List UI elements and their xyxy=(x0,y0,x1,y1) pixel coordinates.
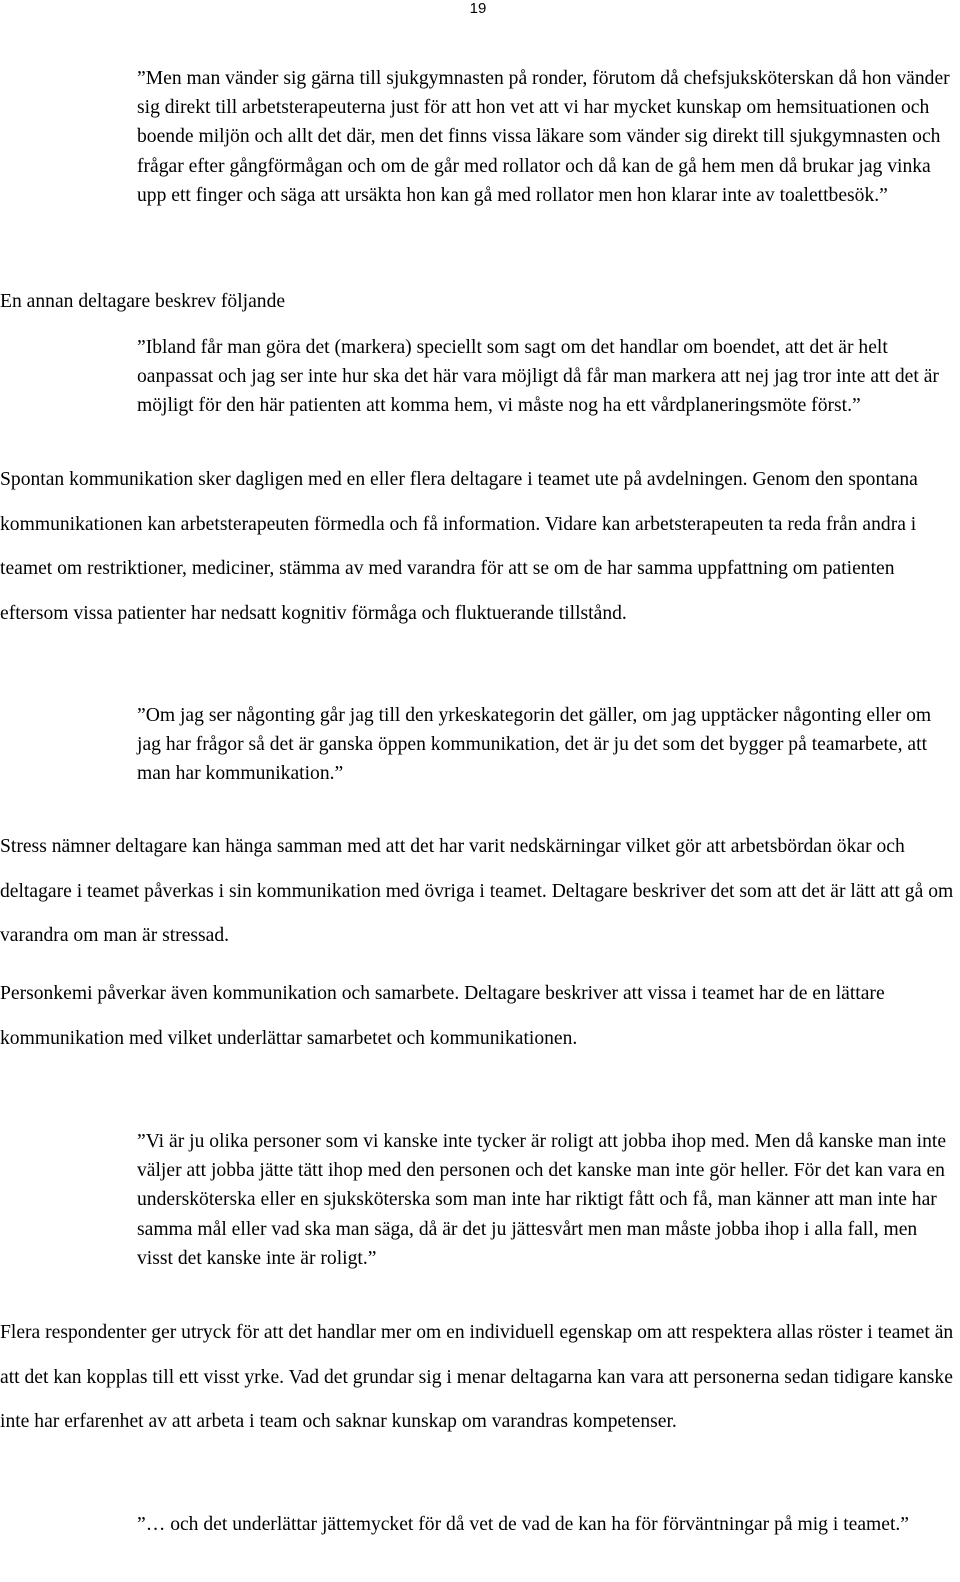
body-paragraph: Spontan kommunikation sker dagligen med en eller flera deltagare i teamet ute på avdelningen. Genom den spontana kommunikationen kan arbetsterapeuten förmedla och få information. Vidare kan arbetsterapeuten ta reda från andra i teamet om restriktioner, mediciner, stämma av med varandra för att se om de har samma uppfattning om patienten eftersom vissa patienter har nedsatt kognitiv förmåga och fluktuerande tillstånd. xyxy=(0,469,918,625)
quote-paragraph: ”… och det underlättar jättemycket för då vet de vad de kan ha för förväntningar på mig i teamet.” xyxy=(137,1514,910,1535)
quote-paragraph: ”Vi är ju olika personer som vi kanske inte tycker är roligt att jobba ihop med. Men då kanske man inte väljer att jobba jätte tätt ihop med den personen och det kanske man inte gör heller. För det kan vara en undersköterska eller en sjuksköterska som man inte har riktigt fått och få, man känner att man inte har samma mål eller vad ska man säga, då är det ju jättesvårt men man måste jobba ihop i alla fall, men visst det kanske inte är roligt.” xyxy=(137,1131,947,1269)
quote-paragraph: ”Men man vänder sig gärna till sjukgymnasten på ronder, förutom då chefsjuksköterskan då hon vänder sig direkt till arbetsterapeuterna just för att hon vet att vi har mycket kunskap om hemsituationen och boende miljön och allt det där, men det finns vissa läkare som vänder sig direkt till sjukgymnasten och frågar efter gångförmågan och om de går med rollator och då kan de gå hem men då brukar jag vinka upp ett finger och säga att ursäkta hon kan gå med rollator men hon klarar inte av toalettbesök.” xyxy=(137,68,950,206)
body-paragraph: Stress nämner deltagare kan hänga samman med att det har varit nedskärningar vilket gör att arbetsbördan ökar och deltagare i teamet påverkas i sin kommunikation med övriga i teamet. Deltagare beskriver det som att det är lätt att gå om varandra om man är stressad. xyxy=(0,836,954,947)
page-number: 19 xyxy=(469,0,487,17)
quote-paragraph: ”Om jag ser någonting går jag till den yrkeskategorin det gäller, om jag upptäcker någonting eller om jag har frågor så det är ganska öppen kommunikation, det är ju det som det bygger på teamarbete, att man har kommunikation.” xyxy=(137,705,932,785)
body-paragraph: Flera respondenter ger utryck för att det handlar mer om en individuell egenskap om att respektera allas röster i teamet än att det kan kopplas till ett visst yrke. Vad det grundar sig i menar deltagarna kan vara att personerna sedan tidigare kanske inte har erfarenhet av att arbeta i team och saknar kunskap om varandras kompetenser. xyxy=(0,1322,954,1433)
quote-paragraph: ”Ibland får man göra det (markera) speciellt som sagt om det handlar om boendet, att det är helt oanpassat och jag ser inte hur ska det här vara möjligt då får man markera att nej jag tror inte att det är möjligt för den här patienten att komma hem, vi måste nog ha ett vårdplaneringsmöte först.” xyxy=(137,337,939,417)
body-line: En annan deltagare beskrev följande xyxy=(0,291,286,312)
body-paragraph: Personkemi påverkar även kommunikation och samarbete. Deltagare beskriver att vissa i teamet har de en lättare kommunikation med vilket underlättar samarbetet och kommunikationen. xyxy=(0,983,885,1049)
